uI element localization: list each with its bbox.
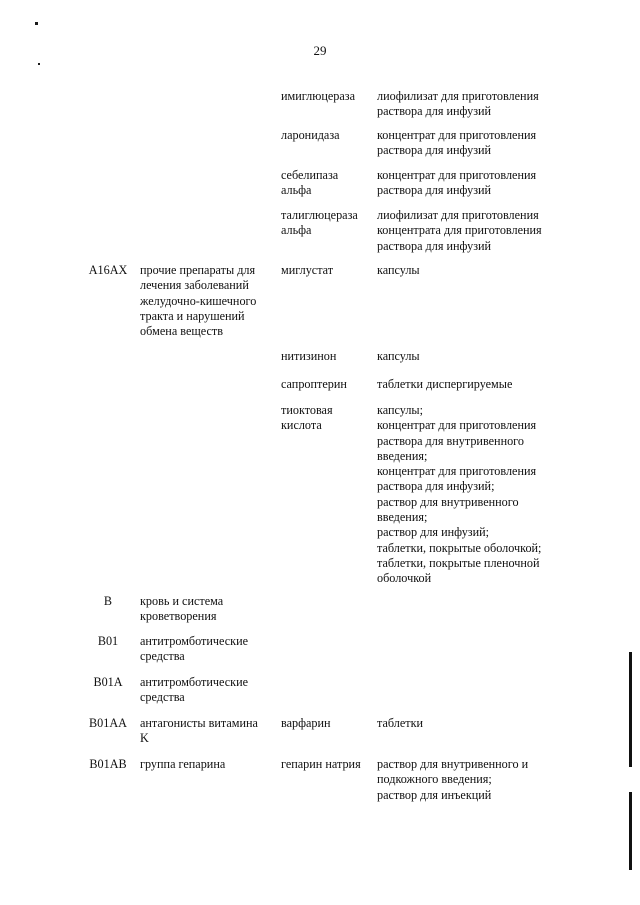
drug-name <box>281 349 371 364</box>
drug-name <box>281 377 371 392</box>
dosage-form-line: концентрат для приготовления <box>377 168 537 182</box>
group-name-line: антитромботические <box>140 634 249 648</box>
dosage-form-line: раствора для инфузий <box>377 183 492 198</box>
dosage-form <box>377 168 567 199</box>
drug-name-line: гепарин натрия <box>281 757 361 771</box>
dosage-form-line: лиофилизат для приготовления <box>377 208 539 222</box>
dosage-form-line: таблетки, покрытые пленочной <box>377 555 540 570</box>
drug-name-line: сапроптерин <box>281 377 347 391</box>
atc-code: B01 <box>97 634 119 648</box>
dosage-form-line: раствор для внутривенного и <box>377 757 529 771</box>
dosage-form-line: введения; <box>377 448 428 463</box>
drug-name-line: варфарин <box>281 716 331 730</box>
dosage-form-line: капсулы <box>377 349 420 363</box>
dosage-form-line: раствор для инъекций <box>377 787 492 802</box>
margin-scan-bar <box>629 652 632 767</box>
group-name-line: группа гепарина <box>140 757 226 771</box>
drug-name-line: имиглюцераза <box>281 89 355 103</box>
dosage-form <box>377 377 567 392</box>
dosage-form-line: раствора для инфузий <box>377 143 492 158</box>
group-name <box>140 675 265 706</box>
group-name-line: антитромботические <box>140 675 249 689</box>
group-name <box>140 716 265 747</box>
page-number: 29 <box>313 43 327 58</box>
dosage-form-line: таблетки <box>377 716 424 730</box>
dosage-form-line: раствор для внутривенного <box>377 494 519 509</box>
dosage-form <box>377 349 567 364</box>
drug-name <box>281 128 371 143</box>
dosage-form-line: концентрат для приготовления <box>377 464 537 479</box>
dosage-form-line: лиофилизат для приготовления <box>377 89 539 103</box>
dosage-form <box>377 716 567 731</box>
dosage-form <box>377 208 567 254</box>
atc-code: B01AB <box>89 757 127 771</box>
group-name <box>140 634 265 665</box>
atc-code: A16AX <box>88 263 128 277</box>
dosage-form-line: таблетки диспергируемые <box>377 377 513 391</box>
dosage-form-line: подкожного введения; <box>377 772 492 787</box>
group-name-line: K <box>140 731 149 746</box>
group-name <box>140 594 265 625</box>
group-name-line: средства <box>140 649 185 664</box>
drug-name <box>281 403 371 434</box>
drug-name <box>281 168 371 199</box>
dosage-form-line: раствора для инфузий <box>377 238 492 253</box>
dosage-form-line: раствора для внутривенного <box>377 433 524 448</box>
group-name-line: антагонисты витамина <box>140 716 258 730</box>
dosage-form-line: таблетки, покрытые оболочкой; <box>377 540 542 555</box>
drug-name-line: альфа <box>281 183 312 198</box>
atc-code: B01AA <box>89 716 127 730</box>
drug-name-line: себелипаза <box>281 168 339 182</box>
drug-name <box>281 757 371 772</box>
drug-name <box>281 208 371 239</box>
dosage-form-line: раствора для инфузий <box>377 104 492 119</box>
scan-speck <box>38 63 40 65</box>
drug-name <box>281 716 371 731</box>
group-name-line: желудочно-кишечного <box>140 293 257 308</box>
drug-name-line: тиоктовая <box>281 403 333 417</box>
drug-name-line: талиглюцераза <box>281 208 358 222</box>
scan-speck <box>35 22 38 25</box>
dosage-form <box>377 263 567 278</box>
drug-name <box>281 89 371 104</box>
dosage-form-line: раствора для инфузий; <box>377 479 495 494</box>
drug-name-line: ларонидаза <box>281 128 340 142</box>
drug-name-line: миглустат <box>281 263 334 277</box>
drug-name-line: нитизинон <box>281 349 337 363</box>
group-name-line: лечения заболеваний <box>140 278 249 293</box>
atc-code: B <box>103 594 113 608</box>
dosage-form <box>377 89 567 120</box>
group-name-line: прочие препараты для <box>140 263 256 277</box>
dosage-form-line: концентрат для приготовления <box>377 418 537 433</box>
dosage-form-line: капсулы <box>377 263 420 277</box>
group-name <box>140 757 265 772</box>
drug-name <box>281 263 371 278</box>
group-name-line: обмена веществ <box>140 324 223 339</box>
group-name-line: тракта и нарушений <box>140 308 245 323</box>
drug-name-line: альфа <box>281 223 312 238</box>
group-name-line: кроветворения <box>140 609 217 624</box>
dosage-form <box>377 757 567 803</box>
dosage-form-line: раствор для инфузий; <box>377 525 490 540</box>
group-name-line: средства <box>140 690 185 705</box>
dosage-form-line: капсулы; <box>377 403 423 417</box>
margin-scan-bar <box>629 792 632 870</box>
group-name <box>140 263 265 339</box>
atc-code: B01A <box>93 675 123 689</box>
drug-name-line: кислота <box>281 418 322 433</box>
dosage-form <box>377 128 567 159</box>
dosage-form-line: концентрата для приготовления <box>377 223 542 238</box>
group-name-line: кровь и система <box>140 594 224 608</box>
dosage-form <box>377 403 567 587</box>
dosage-form-line: введения; <box>377 510 428 525</box>
dosage-form-line: оболочкой <box>377 571 432 586</box>
dosage-form-line: концентрат для приготовления <box>377 128 537 142</box>
